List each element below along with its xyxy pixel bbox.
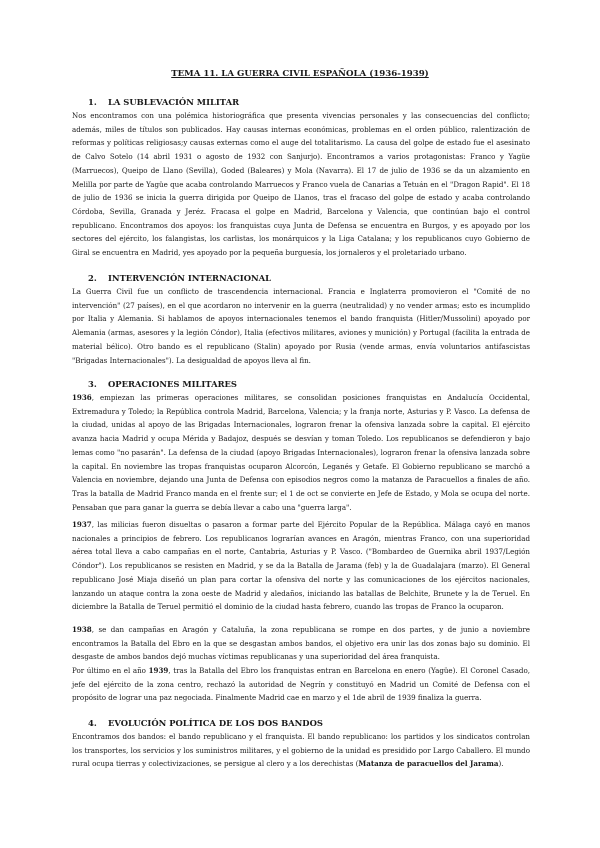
- section-paragraph-1937: 1937, las milicias fueron disueltas o pasaron a formar parte del Ejército Popular de la República. Málaga cayó en manos nacionales a principios de febrero. Los republicanos lograrían avances en Aragón, mientras Franco, con una superioridad aérea total lleva a cabo campañas en el norte, Cantabria, Asturias y P. Vasco. ("Bombardeo de Guernika abril 1937/Legión Cóndor"). Los republicanos se resisten en Madrid, y se da la Batalla de Jarama (feb) y la de Guadalajara (marzo). El General republicano José Miaja diseñó un plan para cortar la ofensiva del norte y las comunicaciones de los ejércitos nacionales, lanzando un ataque contra la zona oeste de Madrid y aledaños, iniciando las batallas de Belchite, Brunete y la de Teruel. En diciembre la Batalla de Teruel permitió el dominio de la ciudad hasta febrero, cuando las tropas de Franco la ocuparon.: [72, 520, 530, 612]
- section-paragraph-1938: 1938, se dan campañas en Aragón y Cataluña, la zona republicana se rompe en dos partes, y de junio a noviembre encontramos la Batalla del Ebro en la que se desgastan ambos bandos, el objetivo era unir las dos zonas bajo su dominio. El desgaste de ambos bandos dejó muchas víctimas republicanas y una superioridad del área franquista.: [72, 625, 530, 662]
- section-heading-evolucion: 4. EVOLUCIÓN POLÍTICA DE LOS DOS BANDOS: [88, 718, 323, 728]
- section-paragraph-1939: Por último en el año 1939, tras la Batalla del Ebro los franquistas entran en Barcelona en enero (Yagüe). El Coronel Casado, jefe del ejército de la zona centro, rechazó la autoridad de Negrín y constituyó en Madrid un Comité de Defensa con el propósito de lograr una paz negociada. Finalmente Madrid cae en marzo y el 1de abril de 1939 finaliza la guerra.: [72, 666, 530, 703]
- section-heading-sublevacion: 1. LA SUBLEVACIÓN MILITAR: [88, 97, 240, 107]
- section-paragraph-intervencion: La Guerra Civil fue un conflicto de trascendencia internacional. Francia e Inglaterra promovieron el "Comité de no intervención" (27 países), en el que acordaron no intervenir en la guerra (neutralidad) y no vender armas; esto es incumplido por Italia y Alemania. Si hablamos de apoyos internacionales tenemos el bando franquista (Hitler/Mussolini) apoyado por Alemania (armas, asesores y la legión Cóndor), Italia (efectivos militares, aviones y munición) y Portugal (facilita la entrada de material bélico). Otro bando es el republicano (Stalin) apoyado por Rusia (vende armas, envía voluntarios antifascistas "Brigadas Internacionales"). La desigualdad de apoyos lleva al fin.: [72, 287, 530, 365]
- year-1939: 1939: [148, 666, 169, 675]
- bold-phrase: Matanza de paracuellos del Jarama: [358, 759, 499, 769]
- section-paragraph-evolucion: Encontramos dos bandos: el bando republicano y el franquista. El bando republicano: los partidos y los sindicatos controlan los transportes, los servicios y los suministros militares, y el gobierno de la unidad es presidido por Largo Caballero. El mundo rural ocupa tierras y colectivizaciones, se persigue al clero y a los derechistas (Matanza de paracuellos del Jarama).: [72, 732, 530, 769]
- year-1937: 1937: [72, 520, 92, 529]
- year-1938: 1938: [72, 625, 92, 634]
- section-heading-intervencion: 2. INTERVENCIÓN INTERNACIONAL: [88, 273, 272, 283]
- section-paragraph-1936: 1936, empiezan las primeras operaciones militares, se consolidan posiciones franquistas en Andalucía Occidental, Extremadura y Toledo; la República controla Madrid, Barcelona, Valencia; y la franja norte, Asturias y P. Vasco. La defensa de la ciudad, unidas al apoyo de las Brigadas Internacionales, lograron frenar la ofensiva lanzada sobre la capital. El ejército avanza hacia Madrid y ocupa Mérida y Badajoz, después se desvían y toman Toledo. Los republicanos se defendieron y bajo lemas como "no pasarán". La defensa de la ciudad (apoyo Brigadas Internacionales), lograron frenar la ofensiva lanzada sobre la capital. En noviembre las tropas franquistas ocuparon Alcorcón, Leganés y Getafe. El Gobierno republicano se marchó a Valencia en noviembre, dejando una Junta de Defensa con episodios negros como la matanza de Paracuellos a finales de año. Tras la batalla de Madrid Franco manda en el frente sur; el 1 de oct se convierte en Jefe de Estado, y Mola se ocupa del norte. Pensaban que para ganar la guerra se debía llevar a cabo una "guerra larga".: [72, 393, 530, 512]
- document-title: TEMA 11. LA GUERRA CIVIL ESPAÑOLA (1936-1939): [171, 69, 429, 79]
- section-paragraph-sublevacion: Nos encontramos con una polémica historiográfica que presenta vivencias personales y las consecuencias del conflicto; además, miles de títulos son publicados. Hay causas internas económicas, problemas en el orden público, ralentización de reformas y políticas religiosas;y causas externas como el auge del totalitarismo. La causa del golpe de estado fue el asesinato de Calvo Sotelo (14 abril 1931 o agosto de 1932 con Sanjurjo). Encontramos a varios protagonistas: Franco y Yagüe (Marruecos), Queipo de Llano (Sevilla), Goded (Baleares) y Mola (Navarra). El 17 de julio de 1936 se da un alzamiento en Melilla por parte de Yagüe que acaba controlando Marruecos y Franco vuela de Canarias a Tetuán en el "Dragon Rapid". El 18 de julio de 1936 se inicia la guerra dirigida por Queipo de Llanos, tras el fracaso del golpe de estado y acaba controlando Córdoba, Sevilla, Granada y Jeréz. Fracasa el golpe en Madrid, Barcelona y Valencia, que continúan bajo el control republicano. Encontramos dos apoyos: los franquistas cuya Junta de Defensa se encuentra en Burgos, y es apoyado por los sectores del ejército, los falangistas, los carlistas, los monárquicos y la Liga Catalana; y los republicanos cuyo Gobierno de Giral se encuentra en Madrid, yes apoyado por la pequeña burguesía, los jornaleros y el proletariado urbano.: [72, 111, 530, 258]
- section-heading-operaciones: 3. OPERACIONES MILITARES: [88, 379, 237, 389]
- year-1936: 1936: [72, 393, 92, 402]
